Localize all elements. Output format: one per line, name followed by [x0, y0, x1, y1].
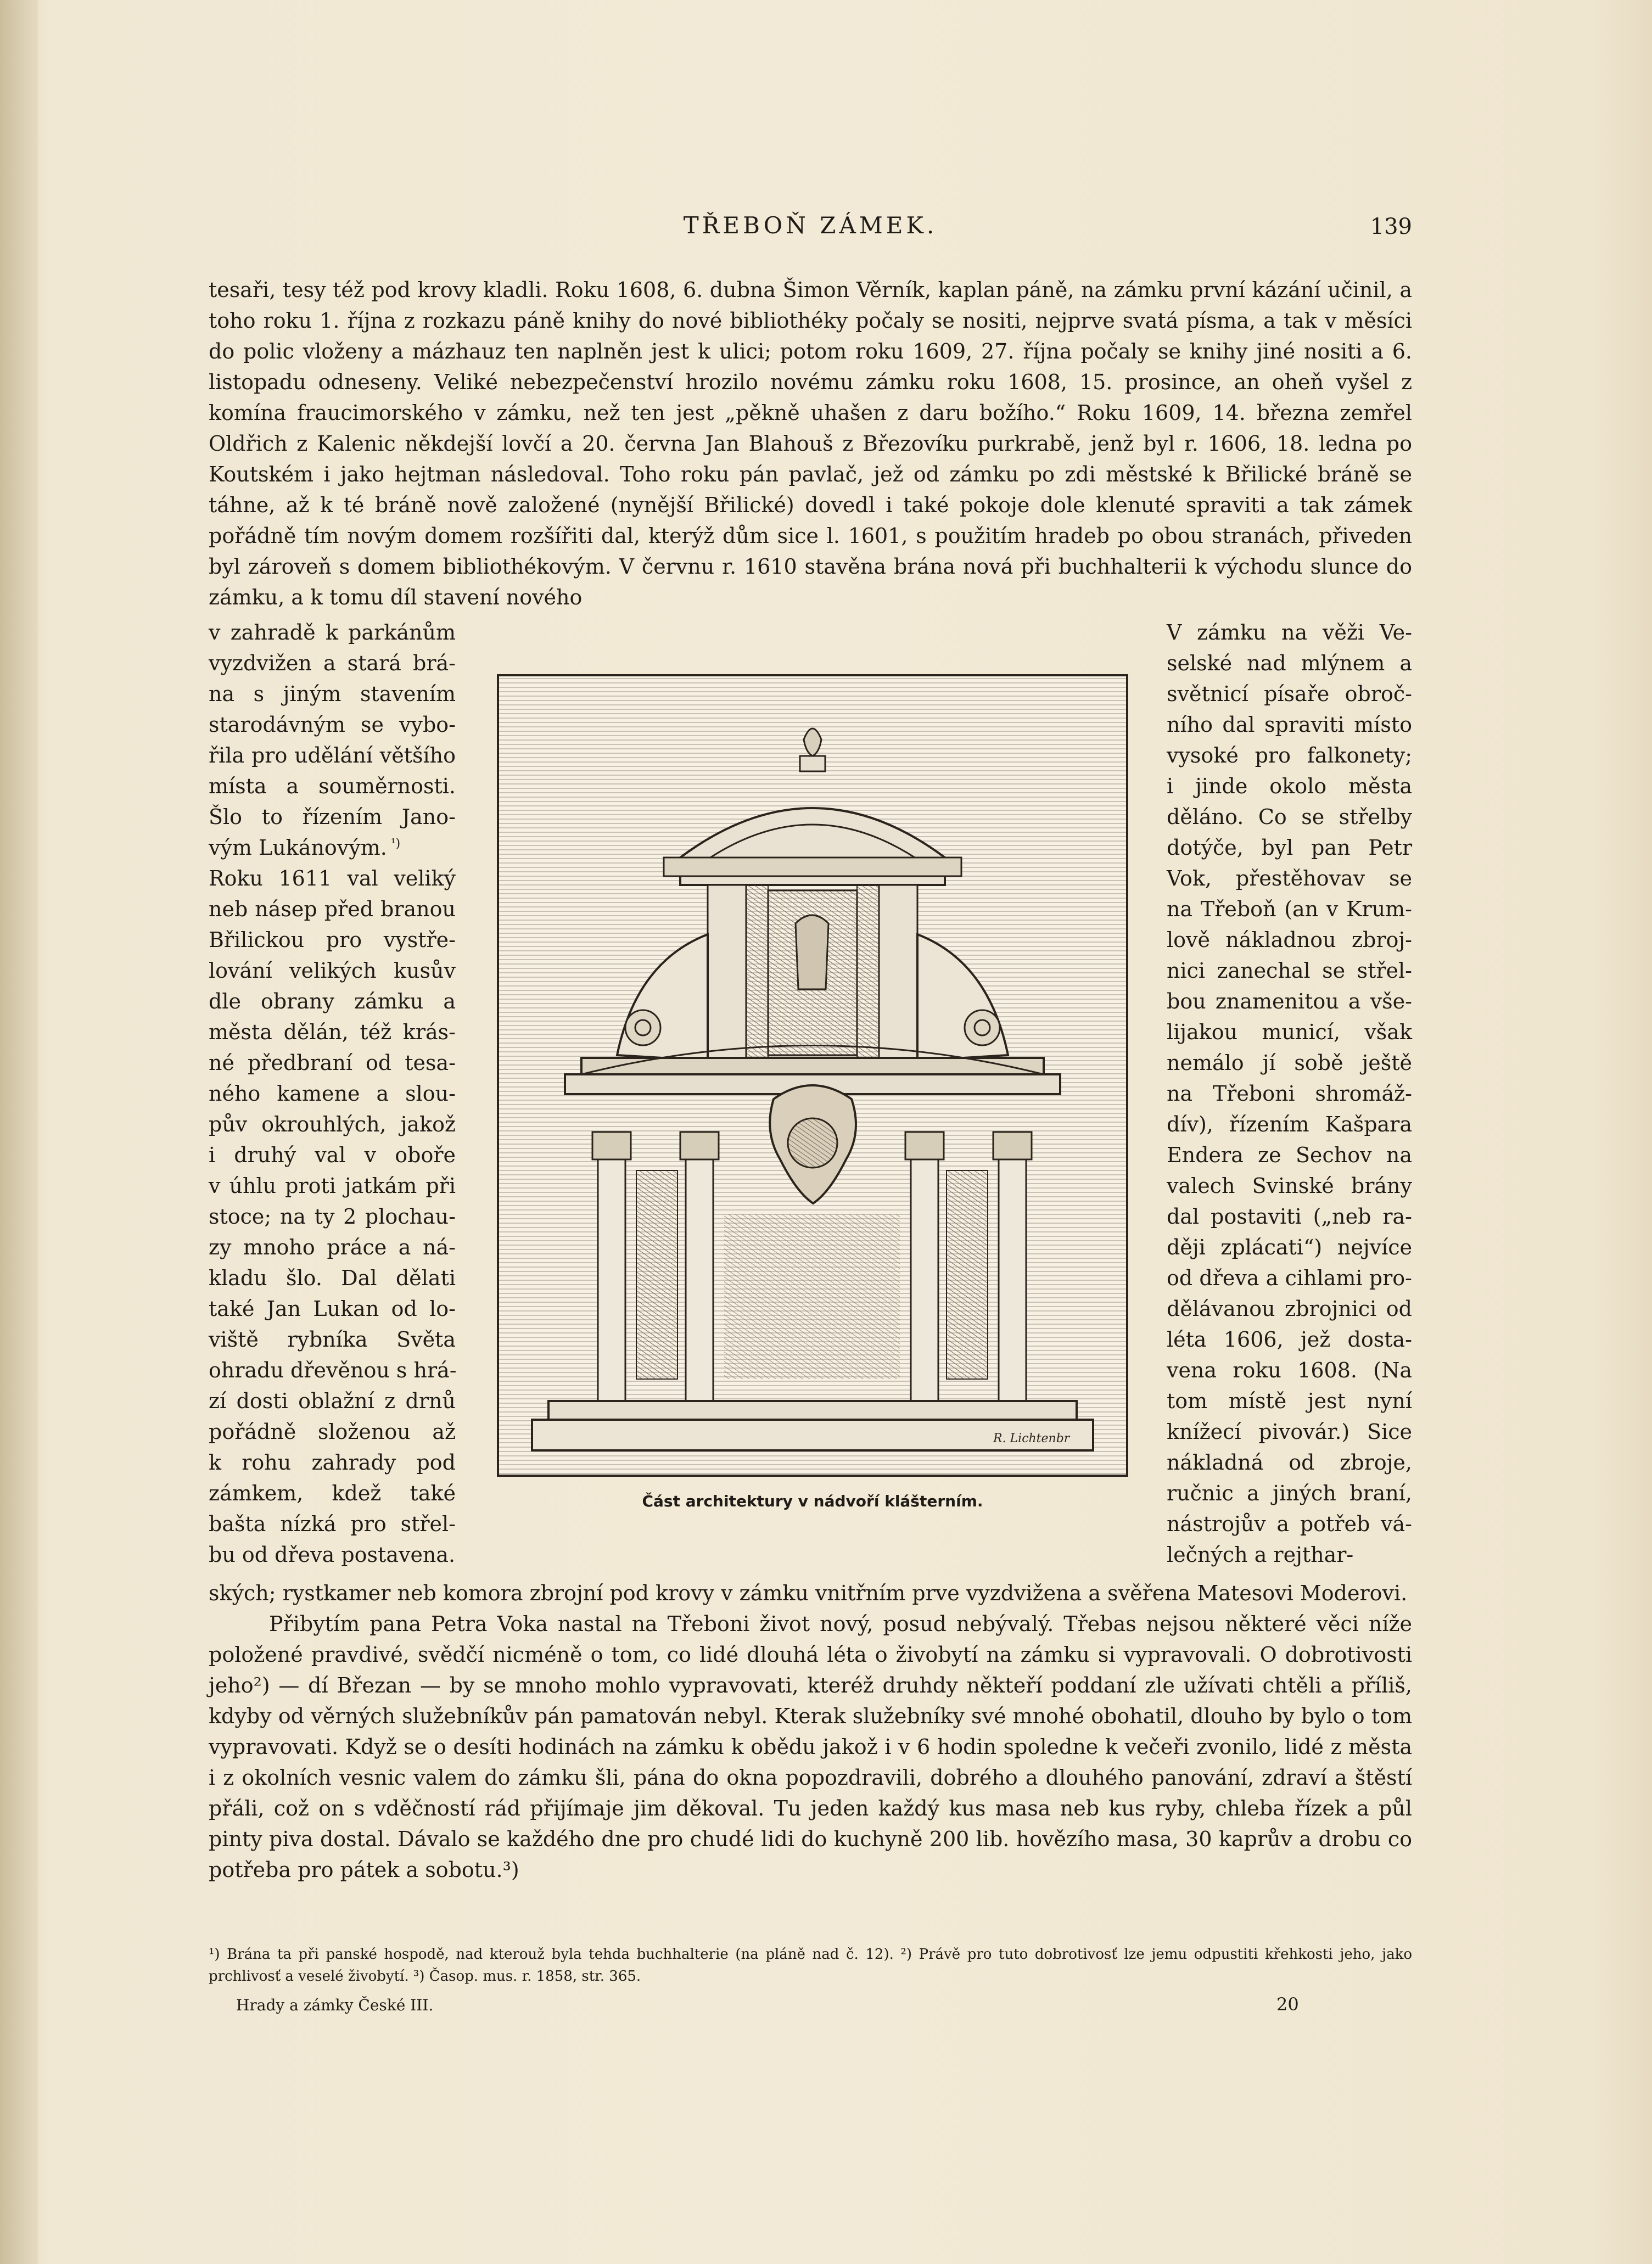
page-header [209, 212, 1412, 245]
book-gutter-edge [0, 0, 38, 2264]
column-line: v úhlu proti jatkám při [209, 1174, 456, 1198]
column-line: na Třeboni shromáž- [1167, 1081, 1412, 1106]
column-line: lově nákladnou zbroj- [1167, 928, 1412, 952]
column-line: města dělán, též krás- [209, 1020, 456, 1044]
column-line: knížecí pivovár.) Sice [1167, 1420, 1412, 1444]
column-line: na s jiným stavením [209, 682, 456, 706]
column-line: ného kamene a slou- [209, 1081, 456, 1106]
column-line: bou znamenitou a vše- [1167, 989, 1412, 1013]
column-line: na Třeboň (an v Krum- [1167, 897, 1412, 921]
column-line: vysoké pro falkonety; [1167, 743, 1412, 767]
column-line: bu od dřeva postavena. [209, 1543, 456, 1567]
column-line: Vok, přestěhovav se [1167, 866, 1412, 890]
bottom-paragraphs [209, 1578, 1412, 1885]
column-line: Endera ze Sechov na [1167, 1143, 1412, 1167]
column-line: nemálo jí sobě ještě [1167, 1051, 1412, 1075]
column-line: lování velikých kusův [209, 959, 456, 983]
bottom-paragraph-1: ských; rystkamer neb komora zbrojní pod krovy v zámku vnitřním prve vyzdvižena a svěřena Matesovi Moderovi. [209, 1581, 1408, 1605]
column-line: v zahradě k parkánům [209, 620, 456, 645]
column-line: vena roku 1608. (Na [1167, 1358, 1412, 1382]
column-line: ního dal spraviti místo [1167, 713, 1412, 737]
column-line: k rohu zahrady pod [209, 1450, 456, 1475]
column-line: selské nad mlýnem a [1167, 651, 1412, 675]
column-line: léta 1606, jež dosta- [1167, 1327, 1412, 1352]
top-paragraph-block [209, 274, 1412, 613]
figure-architecture-illustration [497, 674, 1128, 1477]
column-line: i druhý val v oboře [209, 1143, 456, 1167]
column-line: Šlo to řízením Jano- [209, 805, 456, 829]
top-paragraph: tesaři, tesy též pod krovy kladli. Roku 1608, 6. dubna Šimon Věrník, kaplan páně, na zámku první kázání učinil, a toho roku 1. října z rozkazu páně knihy do nové bibliothéky počaly se nositi, nejprve svatá písma, a tak v měsíci do polic vloženy a mázhauz ten naplněn jest k ulici; potom roku 1609, 27. října počaly se knihy jiné nositi a 6. listopadu odneseny. Veliké nebezpečenství hrozilo novému zámku roku 1608, 15. prosince, an oheň vyšel z komína fraucimorského v zámku, než ten jest „pěkně uhašen z daru božího.“ Roku 1609, 14. března zemřel Oldřich z Kalenic někdejší lovčí a 20. června Jan Blahouš z Březovíku purkrabě, jenž byl r. 1606, 18. ledna po Koutském i jako hejtman následoval. Toho roku pán pavlač, jež od zámku po zdi městské k Břilické bráně se táhne, až k té bráně nově založené (nynější Břilické) dovedl i také pokoje dole klenuté spraviti a tak zámek pořádně tím novým domem rozšířiti dal, kterýž dům sice l. 1601, s použitím hradeb po obou stranách, přiveden byl zároveň s domem bibliothékovým. V červnu r. 1610 stavěna brána nová při buchhalterii k východu slunce do zámku, a k tomu díl stavení nového [209, 278, 1412, 609]
column-line: ději zplácati“) nejvíce [1167, 1235, 1412, 1259]
column-line: dotýče, byl pan Petr [1167, 836, 1412, 860]
column-line: pořádně složenou až [209, 1420, 456, 1444]
column-line: i jinde okolo města [1167, 774, 1412, 798]
column-line: neb násep před branou [209, 897, 456, 921]
column-line: také Jan Lukan od lo- [209, 1297, 456, 1321]
column-line: ohradu dřevěnou s hrá- [209, 1358, 457, 1382]
footnotes: ¹) Brána ta při panské hospodě, nad kterouž byla tehda buchhalterie (na pláně nad č. 12). ²) Právě pro tuto dobrotivosť lze jemu odpustiti křehkosti jeho, jako prchlivosť a veselé živobytí. ³) Časop. mus. r. 1858, str. 365. [209, 1946, 1412, 1985]
right-column [1167, 617, 1412, 1570]
book-title-footer: Hrady a zámky České III. [236, 1996, 434, 2014]
bottom-paragraph-2: Přibytím pana Petra Voka nastal na Třeboni život nový, posud nebývalý. Třebas nejsou některé věci níže položené pravdivé, svědčí nicméně o tom, co lidé dlouhá léta o živobytí na zámku si vypravovali. O dobrotivosti jeho²) — dí Březan — by se mnoho mohlo vypravovati, kteréž druhdy někteří poddaní zle užívati chtěli a příliš, kdyby od věrných služebníkův pán pamatován nebyl. Kterak služebníky své mnohé obohatil, dlouho by bylo o tom vypravovati. Když se o desíti hodinách na zámku k obědu jakož i v 6 hodin spoledne k večeři zvonilo, lidé z města i z okolních vesnic valem do zámku šli, pána do okna popozdravili, dobrého a dlouhého panování, zdraví a štěstí přáli, což on s vděčností rád přijímaje jim děkoval. Tu jeden každý kus masa neb kus ryby, chleba řízek a půl pinty piva dostal. Dávalo se každého dne pro chudé lidi do kuchyně 200 lib. hovězího masa, 30 kaprův a drobu co potřeba pro pátek a sobotu.³) [209, 1612, 1412, 1882]
column-line: valech Svinské brány [1167, 1174, 1412, 1198]
column-line: světnicí písaře obroč- [1167, 682, 1412, 706]
column-line: ručnic a jiných braní, [1167, 1481, 1412, 1505]
column-line: tom místě jest nyní [1167, 1389, 1412, 1413]
column-line: děláno. Co se střelby [1167, 805, 1412, 829]
column-line: bašta nízká pro střel- [209, 1512, 456, 1536]
column-line: dív), řízením Kašpara [1167, 1112, 1412, 1136]
right-column-text [1167, 617, 1412, 1570]
footnote-mark: ¹) [387, 837, 401, 851]
column-line: zí dosti oblažní z drnů [209, 1389, 456, 1413]
page-number: 139 [1370, 214, 1412, 239]
column-line: dělávanou zbrojnici od [1167, 1297, 1412, 1321]
running-title: TŘEBOŇ ZÁMEK. [683, 212, 938, 239]
column-line: viště rybníka Světa [209, 1327, 456, 1352]
column-line: nici zanechal se střel- [1167, 959, 1412, 983]
column-line: lečných a rejthar- [1167, 1543, 1354, 1567]
column-line: V zámku na věži Ve- [1167, 620, 1412, 645]
column-line: stoce; na ty 2 plochau- [209, 1204, 456, 1229]
column-line: vým Lukánovým. $^{^1)}$ [209, 836, 401, 860]
column-line: vyzdvižen a stará brá- [209, 651, 456, 675]
column-line: dle obrany zámku a [209, 989, 456, 1013]
engraver-signature: R. Lichtenbr [993, 1432, 1070, 1445]
column-line: zámkem, kdež také [209, 1481, 456, 1505]
left-column-text [209, 617, 456, 1570]
column-line: od dřeva a cihlami pro- [1167, 1266, 1412, 1290]
column-line: starodávným se vybo- [209, 713, 456, 737]
figure-caption: Část architektury v nádvoří klášterním. [642, 1492, 983, 1510]
signature-mark: 20 [1276, 1994, 1299, 2015]
column-line: Roku 1611 val veliký [209, 866, 456, 890]
left-column [209, 617, 456, 1570]
column-line: Břilickou pro vystře- [209, 928, 456, 952]
column-line: dal postaviti („neb ra- [1167, 1204, 1412, 1229]
column-line: nákladná od zbroje, [1167, 1450, 1412, 1475]
architecture-engraving [499, 676, 1126, 1475]
column-line: né předbraní od tesa- [209, 1051, 456, 1075]
column-line: lijakou municí, však [1167, 1020, 1412, 1044]
column-line: nástrojův a potřeb vá- [1167, 1512, 1412, 1536]
column-line: místa a souměrnosti. [209, 774, 456, 798]
column-line: kladu šlo. Dal dělati [209, 1266, 456, 1290]
column-line: řila pro udělání většího [209, 743, 456, 767]
column-line: pův okrouhlých, jakož [209, 1112, 456, 1136]
column-line: zy mnoho práce a ná- [209, 1235, 456, 1259]
